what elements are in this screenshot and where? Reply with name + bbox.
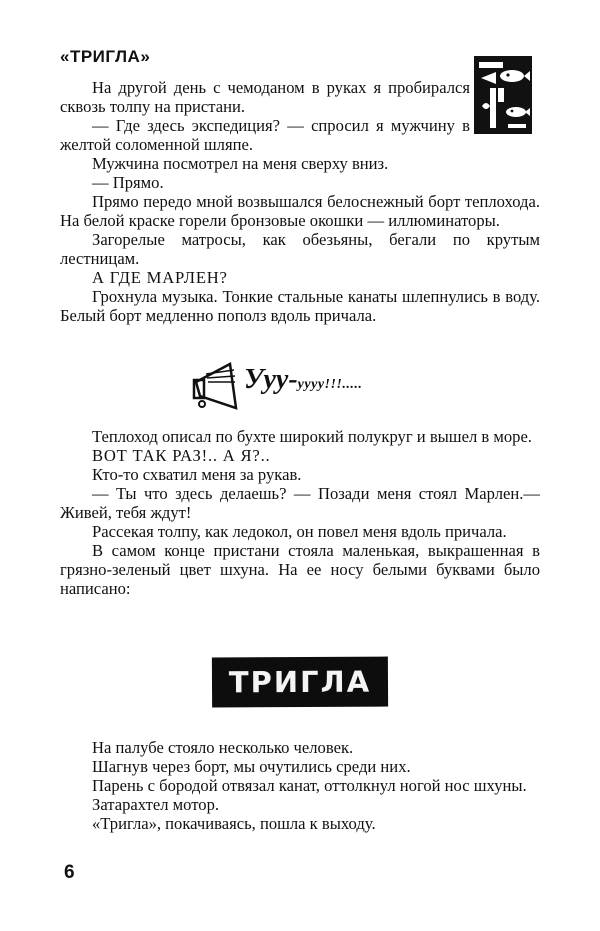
- paragraph: На другой день с чемоданом в руках я пробирался сквозь толпу на пристани.: [60, 78, 470, 116]
- megaphone-icon: [190, 360, 242, 416]
- paragraph: Грохнула музыка. Тонкие стальные канаты шлепнулись в воду. Белый борт медленно пополз вдоль причала.: [60, 287, 540, 325]
- boat-name-text: ТРИГЛА: [228, 664, 372, 700]
- boat-name-sign: [212, 657, 388, 708]
- paragraph: ВОТ ТАК РАЗ!.. А Я?..: [92, 446, 271, 465]
- paragraph: Теплоход описал по бухте широкий полукруг и вышел в море.: [92, 427, 532, 446]
- paragraph: Загорелые матросы, как обезьяны, бегали по крутым лестницам.: [60, 230, 540, 268]
- megaphone-illustration: [190, 360, 430, 416]
- text-section-2: [60, 427, 540, 598]
- paragraph: — Где здесь экспедиция? — спросил я мужчину в желтой соломенной шляпе.: [60, 116, 470, 154]
- paragraph: На палубе стояло несколько человек.: [92, 738, 354, 757]
- paragraph: «Тригла», покачиваясь, пошла к выходу.: [92, 814, 376, 833]
- page-number: 6: [64, 862, 75, 883]
- text-section-3: [60, 738, 540, 833]
- paragraph: — Ты что здесь делаешь? — Позади меня стоял Марлен.— Живей, тебя ждут!: [60, 484, 540, 522]
- paragraph: Затарахтел мотор.: [92, 795, 220, 814]
- paragraph: — Прямо.: [92, 173, 164, 192]
- text-section-1: [60, 78, 540, 325]
- chapter-title: «ТРИГЛА»: [60, 47, 151, 66]
- paragraph: Прямо передо мной возвышался белоснежный борт теплохода. На белой краске горели бронзовые окошки — иллюминаторы.: [60, 192, 540, 230]
- paragraph: А ГДЕ МАРЛЕН?: [92, 268, 228, 287]
- paragraph: В самом конце пристани стояла маленькая, выкрашенная в грязно-зеленый цвет шхуна. На ее носу белыми буквами было написано:: [60, 541, 540, 598]
- paragraph: Парень с бородой отвязал канат, оттолкнул ногой нос шхуны.: [92, 776, 527, 795]
- horn-sound-main: Ууу-: [244, 364, 298, 395]
- horn-sound-tail: уууу!!!.....: [297, 377, 363, 392]
- horn-sound-text: [244, 364, 362, 396]
- paragraph: Мужчина посмотрел на меня сверху вниз.: [92, 154, 389, 173]
- paragraph: Кто-то схватил меня за рукав.: [92, 465, 302, 484]
- paragraph: Рассекая толпу, как ледокол, он повел меня вдоль причала.: [92, 522, 507, 541]
- paragraph: Шагнув через борт, мы очутились среди них.: [92, 757, 411, 776]
